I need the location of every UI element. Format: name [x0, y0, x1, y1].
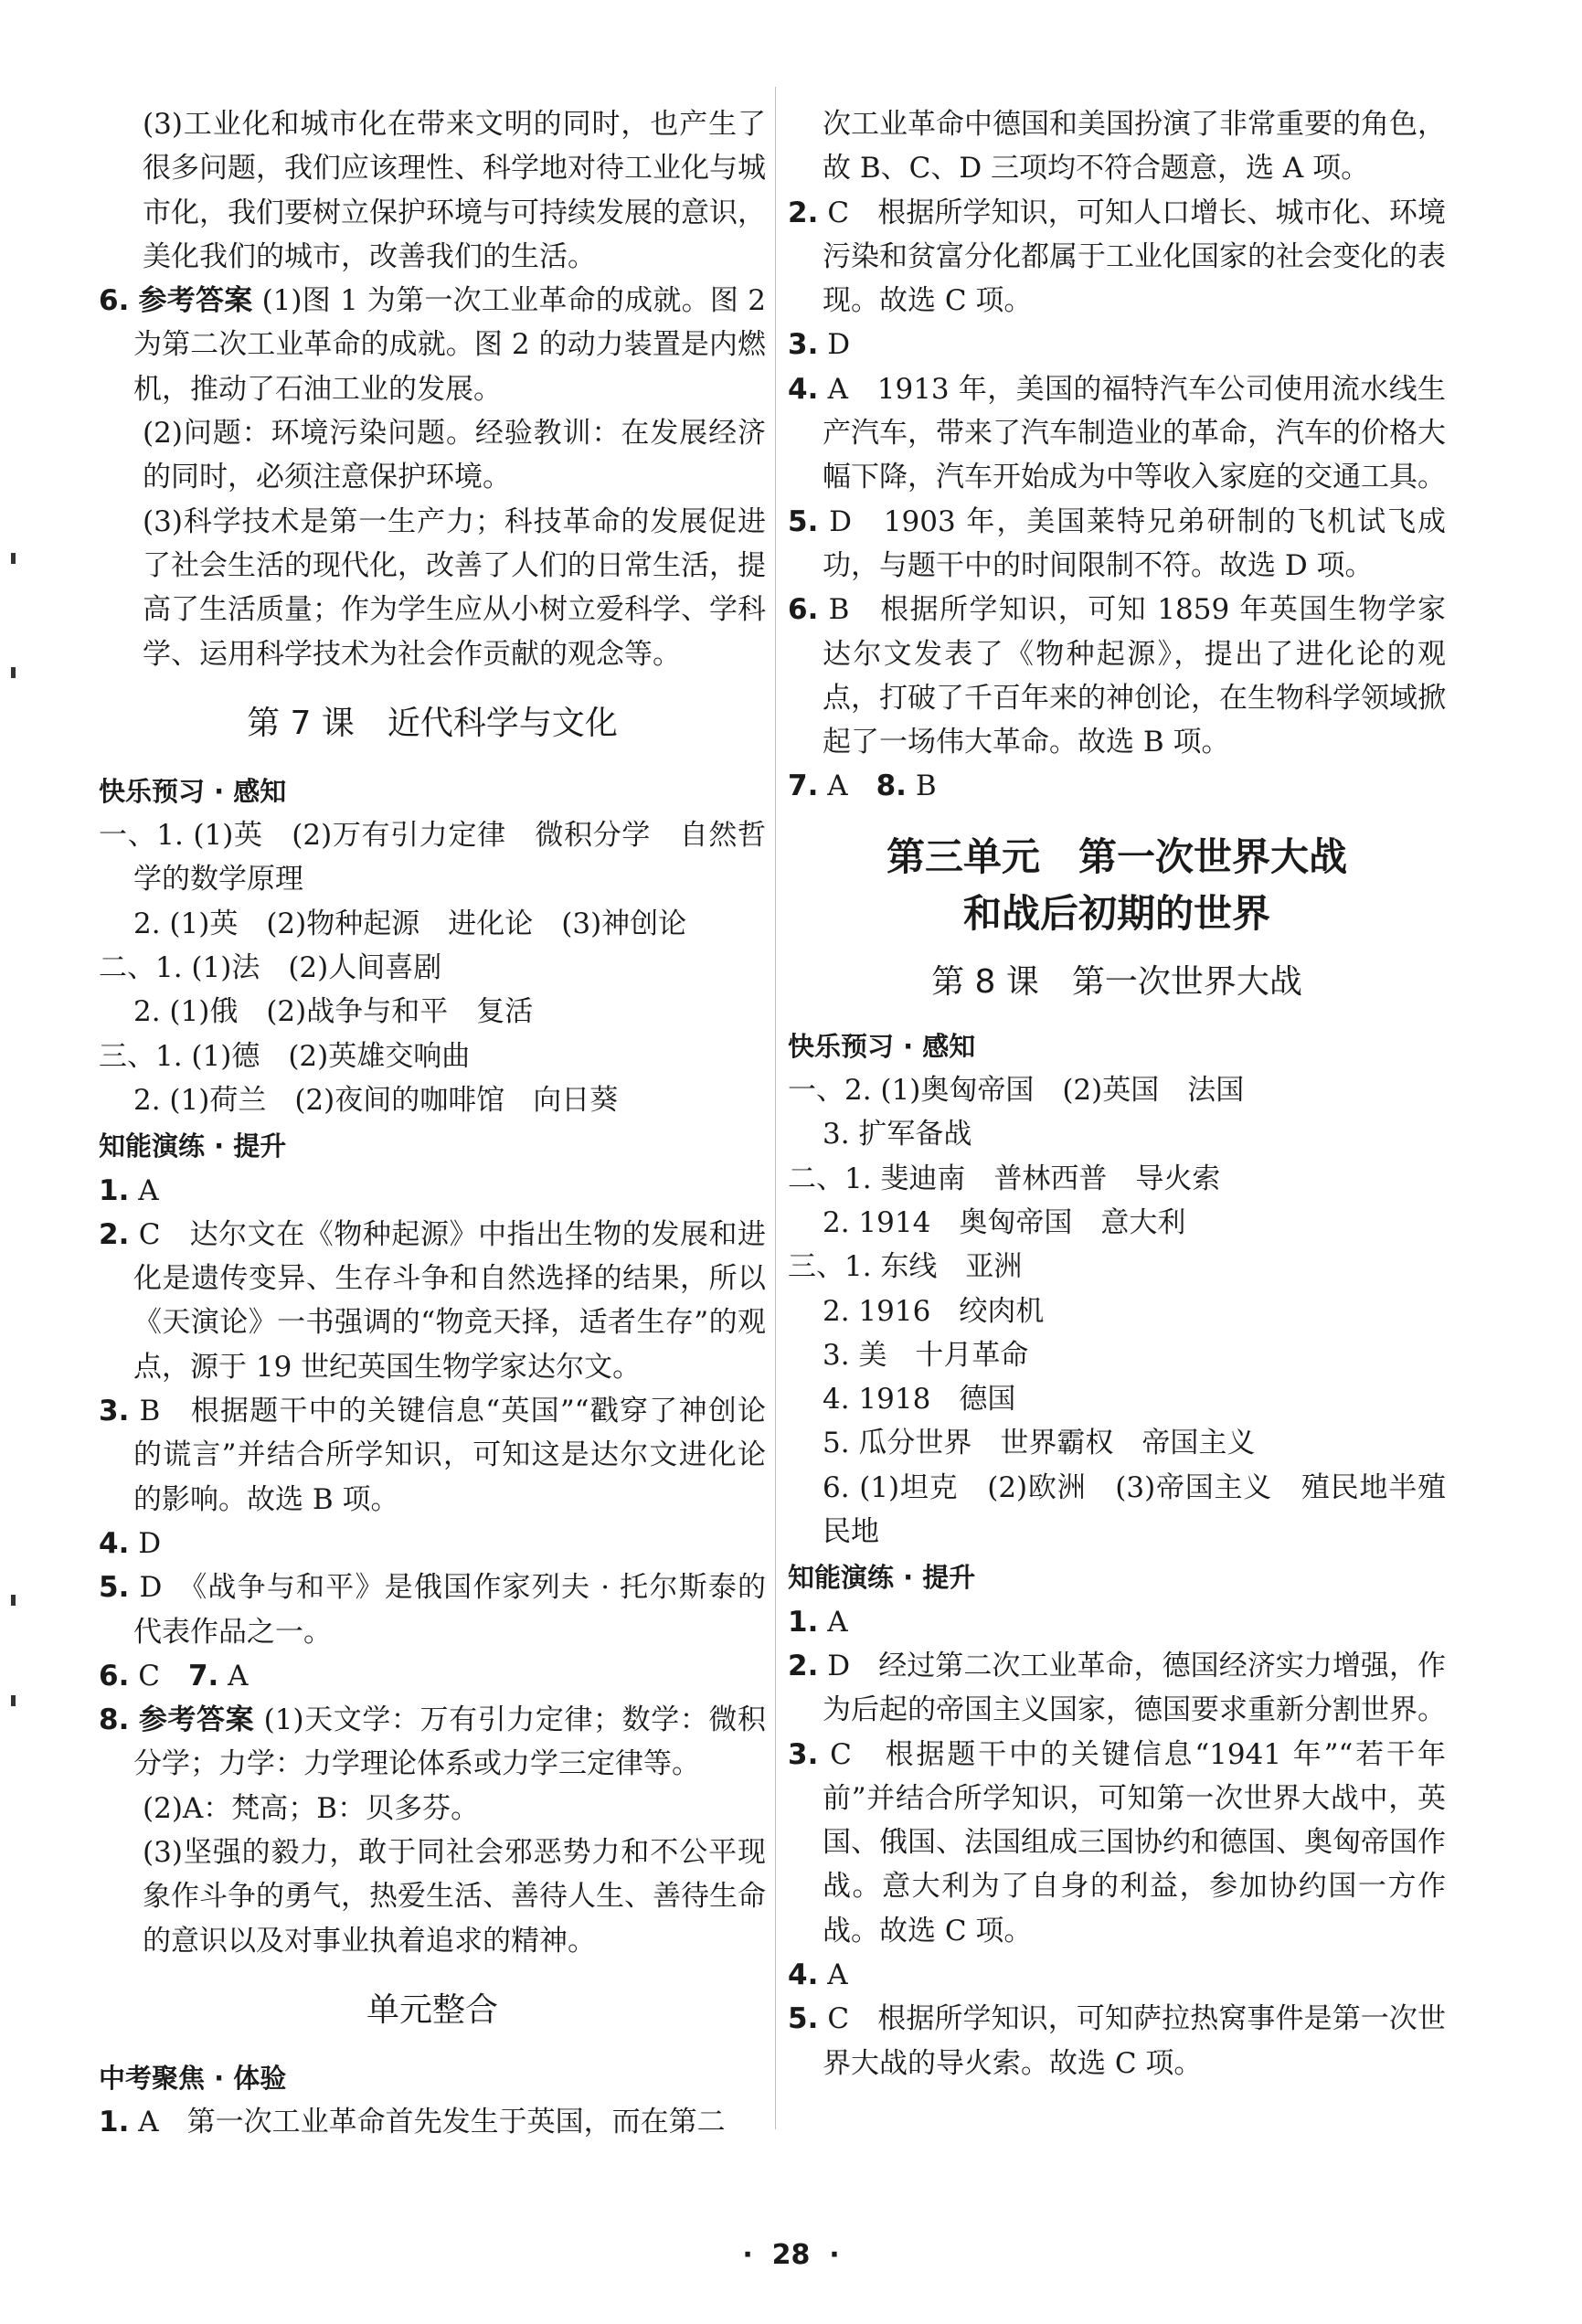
- fill-answer: 6. (1)坦克 (2)欧洲 (3)帝国主义 殖民地半殖民地: [823, 1470, 1446, 1549]
- unit-summary-title: 单元整合: [366, 1990, 498, 2029]
- fill-answer: 2. (1)俄 (2)战争与和平 复活: [133, 995, 534, 1029]
- fill-answer: 二、1. (1)法 (2)人间喜剧: [99, 951, 442, 985]
- section-heading: 快乐预习 · 感知: [99, 775, 287, 807]
- answer-item: 1. A 第一次工业革命首先发生于英国，而在第二: [99, 2106, 726, 2139]
- answer-item: 7. A 8. B: [788, 769, 937, 803]
- answer-item: 1. A: [99, 1173, 159, 1207]
- fill-answer: 2. (1)英 (2)物种起源 进化论 (3)神创论: [133, 907, 687, 940]
- fill-answer: 3. 扩军备战: [823, 1118, 972, 1151]
- answer-paragraph: (3)工业化和城市化在带来文明的同时，也产生了很多问题，我们应该理性、科学地对待工业化与城市化，我们要树立保护环境与可持续发展的意识，美化我们的城市，改善我们的生活。: [143, 108, 766, 273]
- answer-item: 2. C 达尔文在《物种起源》中指出生物的发展和进化是遗传变异、生存斗争和自然选择的结果，所以《天演论》一书强调的“物竞天择，适者生存”的观点，源于 19 世纪英国生物学家达尔文。: [99, 1217, 766, 1384]
- right-column: [788, 102, 1446, 2085]
- page-number: · 28 ·: [742, 2239, 840, 2271]
- binding-mark: [11, 553, 16, 564]
- answer-item: 6. B 根据所学知识，可知 1859 年英国生物学家达尔文发表了《物种起源》，提出了进化论的观点，打破了千百年来的神创论，在生物科学领域掀起了一场伟大革命。故选 B 项。: [788, 593, 1446, 759]
- fill-answer: 三、1. (1)德 (2)英雄交响曲: [99, 1039, 471, 1073]
- section-heading: 快乐预习 · 感知: [788, 1030, 976, 1062]
- answer-item: 2. C 根据所学知识，可知人口增长、城市化、环境污染和贫富分化都属于工业化国家的社会变化的表现。故选 C 项。: [788, 196, 1446, 318]
- answer-item-6: 6. 参考答案 (1)图 1 为第一次工业革命的成就。图 2 为第二次工业革命的成就。图 2 的动力装置是内燃机，推动了石油工业的发展。: [99, 284, 766, 406]
- answer-item: 1. A: [788, 1605, 848, 1639]
- lesson-title: 第 8 课 第一次世界大战: [931, 962, 1302, 1001]
- answer-item: 5. D 《战争与和平》是俄国作家列夫 · 托尔斯泰的代表作品之一。: [99, 1571, 766, 1649]
- reference-answer-tag: 参考答案: [138, 284, 253, 318]
- fill-answer: 二、1. 斐迪南 普林西普 导火索: [788, 1162, 1221, 1195]
- answer-item: 4. D: [99, 1526, 162, 1560]
- answer-item: 3. D: [788, 328, 851, 362]
- binding-mark: [11, 1695, 16, 1706]
- answer-paragraph: (3)坚强的毅力，敢于同社会邪恶势力和不公平现象作斗争的勇气，热爱生活、善待人生、善待生命的意识以及对事业执着追求的精神。: [143, 1835, 766, 1958]
- answer-paragraph: (2)问题：环境污染问题。经验教训：在发展经济的同时，必须注意保护环境。: [143, 417, 766, 494]
- fill-answer: 5. 瓜分世界 世界霸权 帝国主义: [823, 1427, 1256, 1460]
- answer-item: 3. B 根据题干中的关键信息“英国”“戳穿了神创论的谎言”并结合所学知识，可知这是达尔文进化论的影响。故选 B 项。: [99, 1395, 766, 1516]
- lesson-title: 第 7 课 近代科学与文化: [247, 704, 618, 742]
- section-heading: 中考聚焦 · 体验: [99, 2062, 287, 2094]
- fill-answer: 2. (1)荷兰 (2)夜间的咖啡馆 向日葵: [133, 1083, 619, 1117]
- answer-item: 2. D 经过第二次工业革命，德国经济实力增强，作为后起的帝国主义国家，德国要求重新分割世界。: [788, 1649, 1446, 1727]
- answer-paragraph: (3)科学技术是第一生产力；科技革命的发展促进了社会生活的现代化，改善了人们的日常生活，提高了生活质量；作为学生应从小树立爱科学、学科学、运用科学技术为社会作贡献的观念等。: [143, 504, 766, 671]
- answer-item: 4. A 1913 年，美国的福特汽车公司使用流水线生产汽车，带来了汽车制造业的革命，汽车的价格大幅下降，汽车开始成为中等收入家庭的交通工具。: [788, 372, 1446, 494]
- fill-answer: 2. 1916 绞肉机: [823, 1294, 1045, 1328]
- answer-item: 3. C 根据题干中的关键信息“1941 年”“若干年前”并结合所学知识，可知第一次世界大战中，英国、俄国、法国组成三国协约和德国、奥匈帝国作战。意大利为了自身的利益，参加协约国一方作战。故选 C 项。: [788, 1737, 1446, 1947]
- answer-continuation: 次工业革命中德国和美国扮演了非常重要的角色，故 B、C、D 三项均不符合题意，选 A 项。: [823, 108, 1446, 186]
- section-heading: 知能演练 · 提升: [788, 1562, 976, 1594]
- reference-answer-tag: 参考答案: [138, 1703, 255, 1737]
- answer-item: 4. A: [788, 1958, 848, 1991]
- answer-item: 5. C 根据所学知识，可知萨拉热窝事件是第一次世界大战的导火索。故选 C 项。: [788, 2002, 1446, 2080]
- fill-answer: 2. 1914 奥匈帝国 意大利: [823, 1205, 1186, 1239]
- binding-mark: [11, 1595, 16, 1606]
- fill-answer: 3. 美 十月革命: [823, 1338, 1029, 1372]
- left-column: [99, 102, 766, 2144]
- column-divider: [775, 87, 776, 2129]
- fill-answer: 三、1. 东线 亚洲: [788, 1250, 1023, 1284]
- binding-mark: [11, 667, 16, 678]
- section-heading: 知能演练 · 提升: [99, 1130, 287, 1162]
- answer-item-8: 8. 参考答案 (1)天文学：万有引力定律；数学：微积分学；力学：力学理论体系或力学三定律等。: [99, 1703, 767, 1781]
- answer-paragraph: (2)A：梵高；B：贝多芬。: [143, 1791, 480, 1825]
- answer-item: 6. C 7. A: [99, 1659, 249, 1693]
- answer-item: 5. D 1903 年，美国莱特兄弟研制的飞机试飞成功，与题干中的时间限制不符。故选 D 项。: [788, 504, 1446, 582]
- fill-answer: 4. 1918 德国: [823, 1383, 1016, 1417]
- fill-answer: 一、1. (1)英 (2)万有引力定律 微积分学 自然哲学的数学原理: [99, 819, 766, 897]
- unit-title: 第三单元 第一次世界大战 和战后初期的世界: [886, 833, 1347, 936]
- fill-answer: 一、2. (1)奥匈帝国 (2)英国 法国: [788, 1074, 1245, 1108]
